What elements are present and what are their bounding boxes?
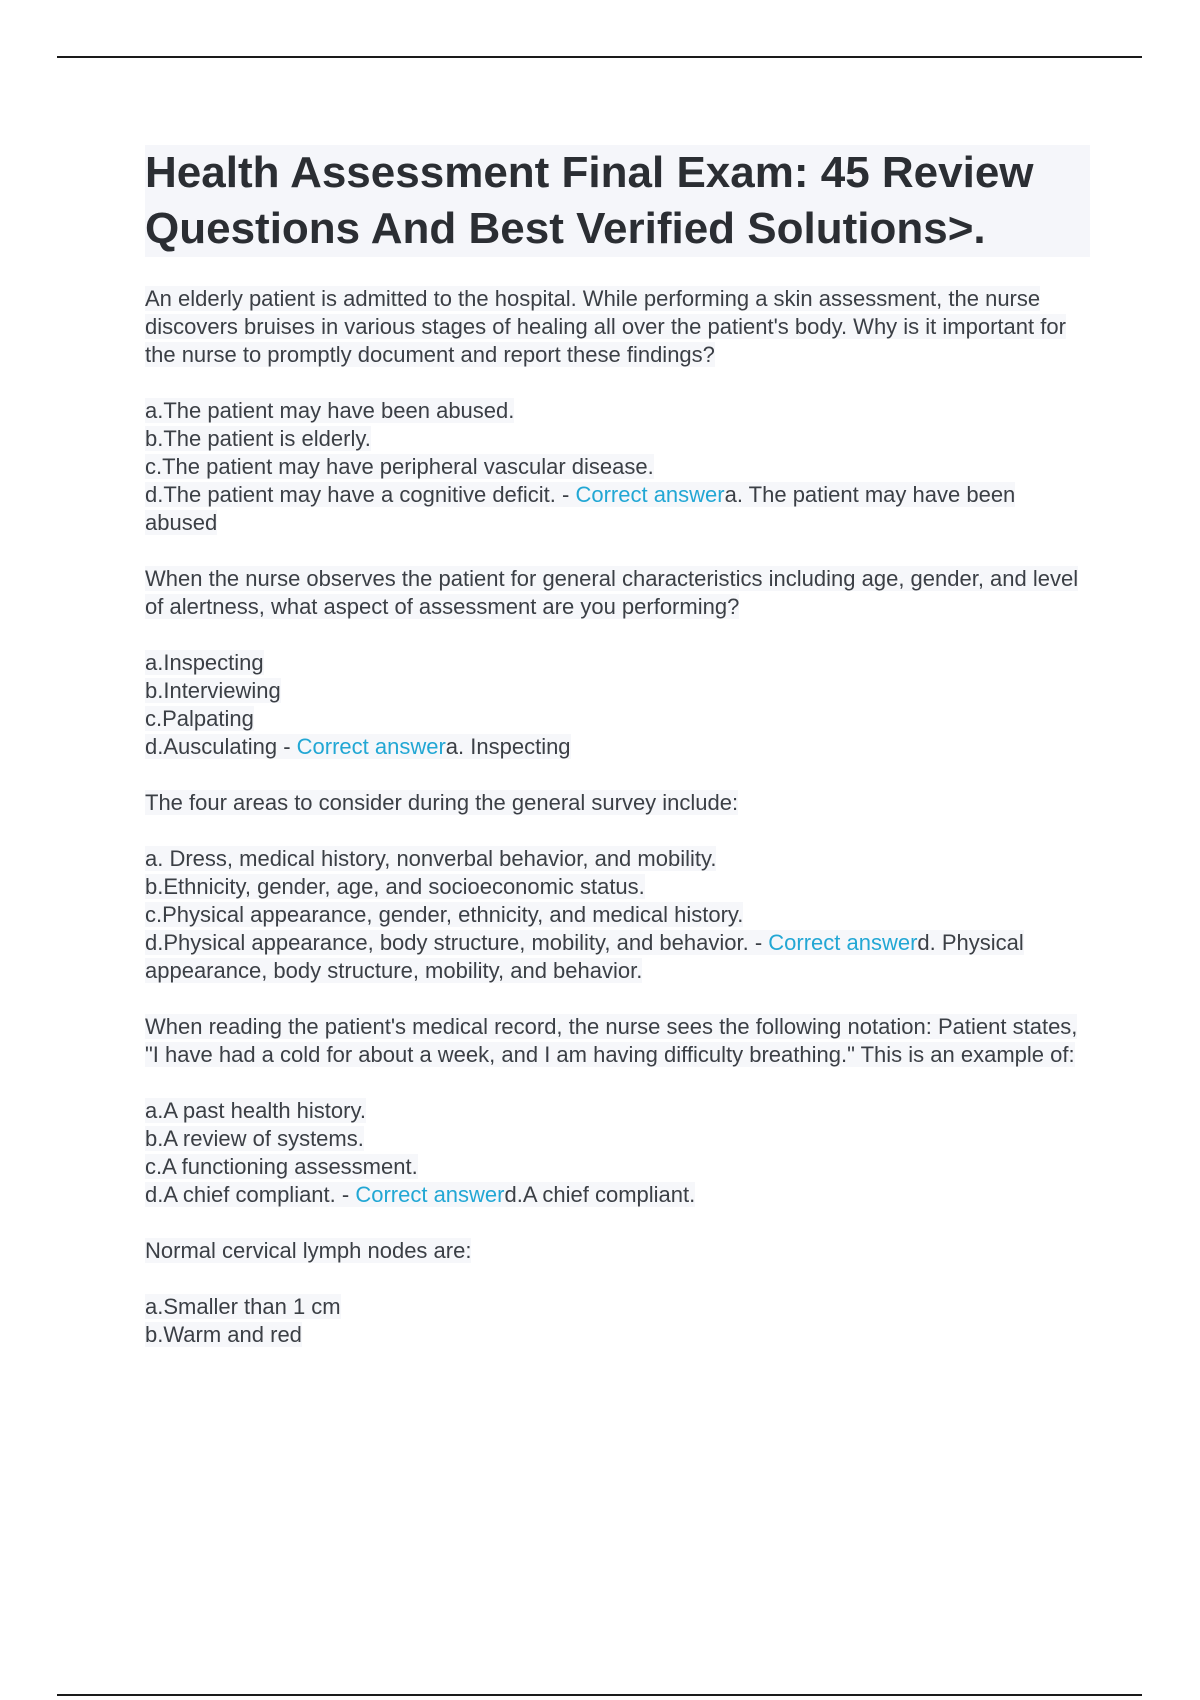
options-list xyxy=(145,397,1090,537)
answer-text: a. The patient may have been abused xyxy=(145,482,1016,535)
option-c: c.The patient may have peripheral vascular disease. xyxy=(145,454,654,479)
option-b: b.Interviewing xyxy=(145,678,281,703)
option-a: a.The patient may have been abused. xyxy=(145,398,515,423)
question-text: When reading the patient's medical record, the nurse sees the following notation: Patient states, "I have had a cold for about a week, and I am having difficulty breathing." This is an example of: xyxy=(145,1014,1078,1067)
question-text: An elderly patient is admitted to the hospital. While performing a skin assessment, the nurse discovers bruises in various stages of healing all over the patient's body. Why is it important for the nurse to promptly document and report these findings? xyxy=(145,286,1066,367)
top-rule xyxy=(57,56,1142,58)
option-a: a.Inspecting xyxy=(145,650,264,675)
answer-text: d. Physical appearance, body structure, mobility, and behavior. xyxy=(145,930,1024,983)
option-b: b.Warm and red xyxy=(145,1322,302,1347)
answer-text: d.A chief compliant. xyxy=(504,1182,696,1207)
option-c: c.Physical appearance, gender, ethnicity, and medical history. xyxy=(145,902,744,927)
question-1 xyxy=(145,285,1090,537)
option-c: c.Palpating xyxy=(145,706,254,731)
option-a: a.Smaller than 1 cm xyxy=(145,1294,341,1319)
correct-answer-label: Correct answer xyxy=(296,734,446,759)
bottom-rule xyxy=(57,1694,1142,1696)
options-list xyxy=(145,649,1090,761)
correct-answer-label: Correct answer xyxy=(575,482,725,507)
option-a: a.A past health history. xyxy=(145,1098,366,1123)
question-text: When the nurse observes the patient for general characteristics including age, gender, and level of alertness, what aspect of assessment are you performing? xyxy=(145,566,1079,619)
option-b: b.Ethnicity, gender, age, and socioeconomic status. xyxy=(145,874,645,899)
document-title: Health Assessment Final Exam: 45 Review Questions And Best Verified Solutions>. xyxy=(145,145,1090,257)
correct-answer-label: Correct answer xyxy=(768,930,918,955)
correct-answer-label: Correct answer xyxy=(355,1182,505,1207)
answer-text: a. Inspecting xyxy=(445,734,571,759)
option-b: b.A review of systems. xyxy=(145,1126,364,1151)
options-list xyxy=(145,1293,1090,1349)
option-d: d.The patient may have a cognitive deficit. - xyxy=(145,482,576,507)
option-b: b.The patient is elderly. xyxy=(145,426,371,451)
options-list xyxy=(145,845,1090,985)
option-a: a. Dress, medical history, nonverbal behavior, and mobility. xyxy=(145,846,717,871)
options-list xyxy=(145,1097,1090,1209)
option-d: d.Ausculating - xyxy=(145,734,297,759)
option-d: d.A chief compliant. - xyxy=(145,1182,356,1207)
document-body xyxy=(145,145,1090,1349)
option-c: c.A functioning assessment. xyxy=(145,1154,418,1179)
option-d: d.Physical appearance, body structure, mobility, and behavior. - xyxy=(145,930,769,955)
question-4 xyxy=(145,1013,1090,1209)
question-3 xyxy=(145,789,1090,985)
question-2 xyxy=(145,565,1090,761)
question-5 xyxy=(145,1237,1090,1349)
question-text: The four areas to consider during the general survey include: xyxy=(145,790,739,815)
question-text: Normal cervical lymph nodes are: xyxy=(145,1238,472,1263)
